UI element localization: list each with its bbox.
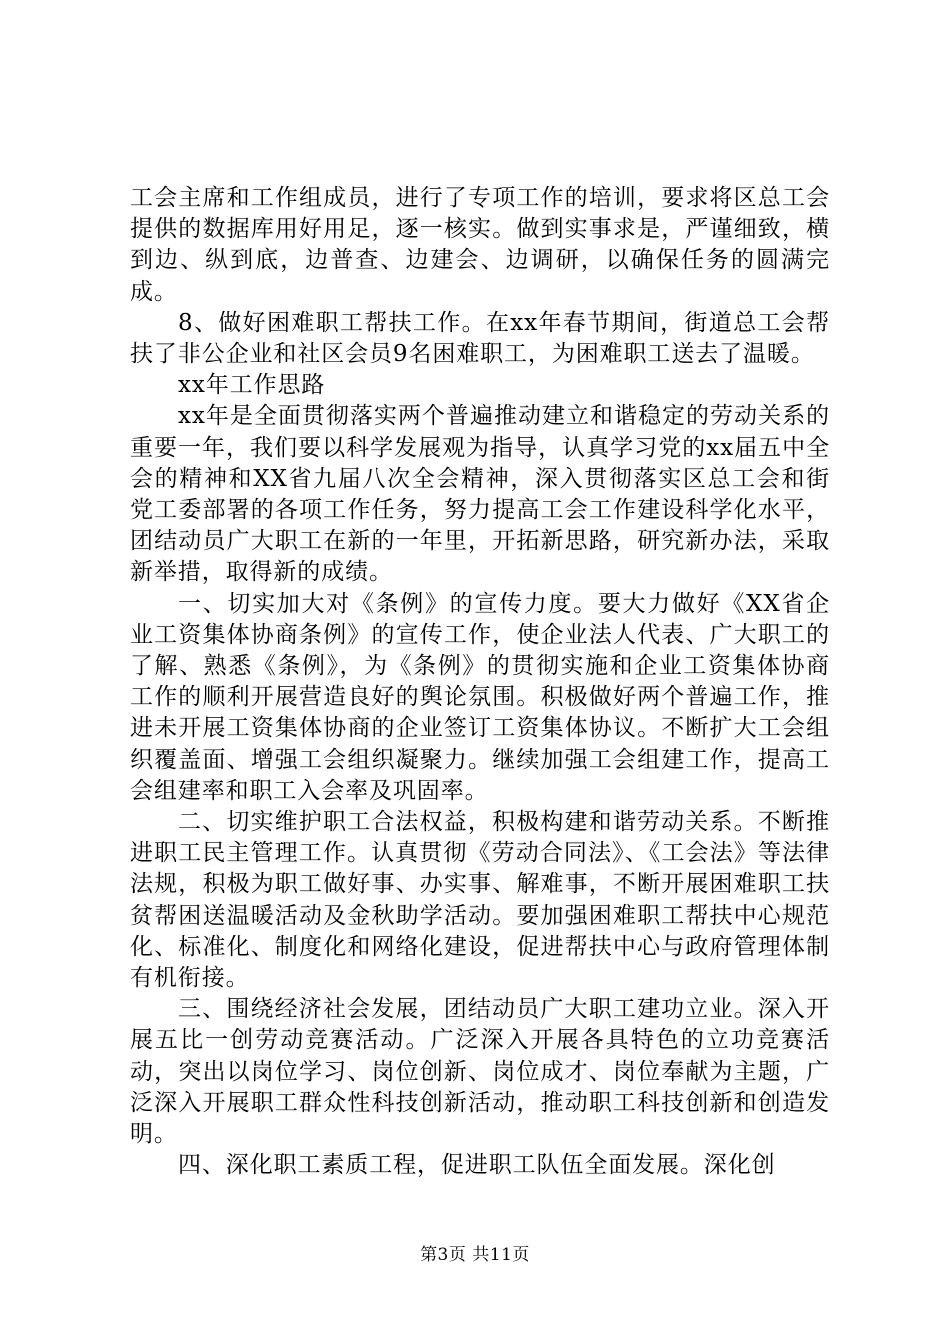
paragraph-point-2: 二、切实维护职工合法权益，积极构建和谐劳动关系。不断推进职工民主管理工作。认真贯彻《劳动合同法》、《工会法》等法律法规，积极为职工做好事、办实事、解难事，不断开展困难职工扶贫帮困送温暖活动及金秋助学活动。要加强困难职工帮扶中心规范化、标准化、制度化和网络化建设，促进帮扶中心与政府管理体制有机衔接。 <box>130 809 830 992</box>
paragraph-item-8: 8、做好困难职工帮扶工作。在xx年春节期间，街道总工会帮扶了非公企业和社区会员9名困难职工，为困难职工送去了温暖。 <box>130 309 830 368</box>
paragraph-intro: xx年是全面贯彻落实两个普遍推动建立和谐稳定的劳动关系的重要一年，我们要以科学发展观为指导，认真学习党的xx届五中全会的精神和XX省九届八次全会精神，深入贯彻落实区总工会和街党工委部署的各项工作任务，努力提高工会工作建设科学化水平，团结动员广大职工在新的一年里，开拓新思路，研究新办法，采取新举措，取得新的成绩。 <box>130 403 830 586</box>
page-number-footer: 第3页 共11页 <box>420 1245 530 1265</box>
section-heading: xx年工作思路 <box>178 372 326 399</box>
paragraph-point-1: 一、切实加大对《条例》的宣传力度。要大力做好《XX省企业工资集体协商条例》的宣传工作，使企业法人代表、广大职工的了解、熟悉《条例》，为《条例》的贯彻实施和企业工资集体协商工作的顺利开展营造良好的舆论氛围。积极做好两个普遍工作，推进未开展工资集体协商的企业签订工资集体协议。不断扩大工会组织覆盖面、增强工会组织凝聚力。继续加强工会组建工作，提高工会组建率和职工入会率及巩固率。 <box>130 590 830 804</box>
paragraph-continuation: 工会主席和工作组成员，进行了专项工作的培训，要求将区总工会提供的数据库用好用足，逐一核实。做到实事求是，严谨细致，横到边、纵到底，边普查、边建会、边调研，以确保任务的圆满完成。 <box>130 185 830 305</box>
paragraph-point-4: 四、深化职工素质工程，促进职工队伍全面发展。深化创 <box>178 1152 776 1179</box>
paragraph-point-3: 三、围绕经济社会发展，团结动员广大职工建功立业。深入开展五比一创劳动竞赛活动。广泛深入开展各具特色的立功竞赛活动，突出以岗位学习、岗位创新、岗位成才、岗位奉献为主题，广泛深入开展职工群众性科技创新活动，推动职工科技创新和创造发明。 <box>130 996 830 1148</box>
document-body <box>130 183 830 1182</box>
